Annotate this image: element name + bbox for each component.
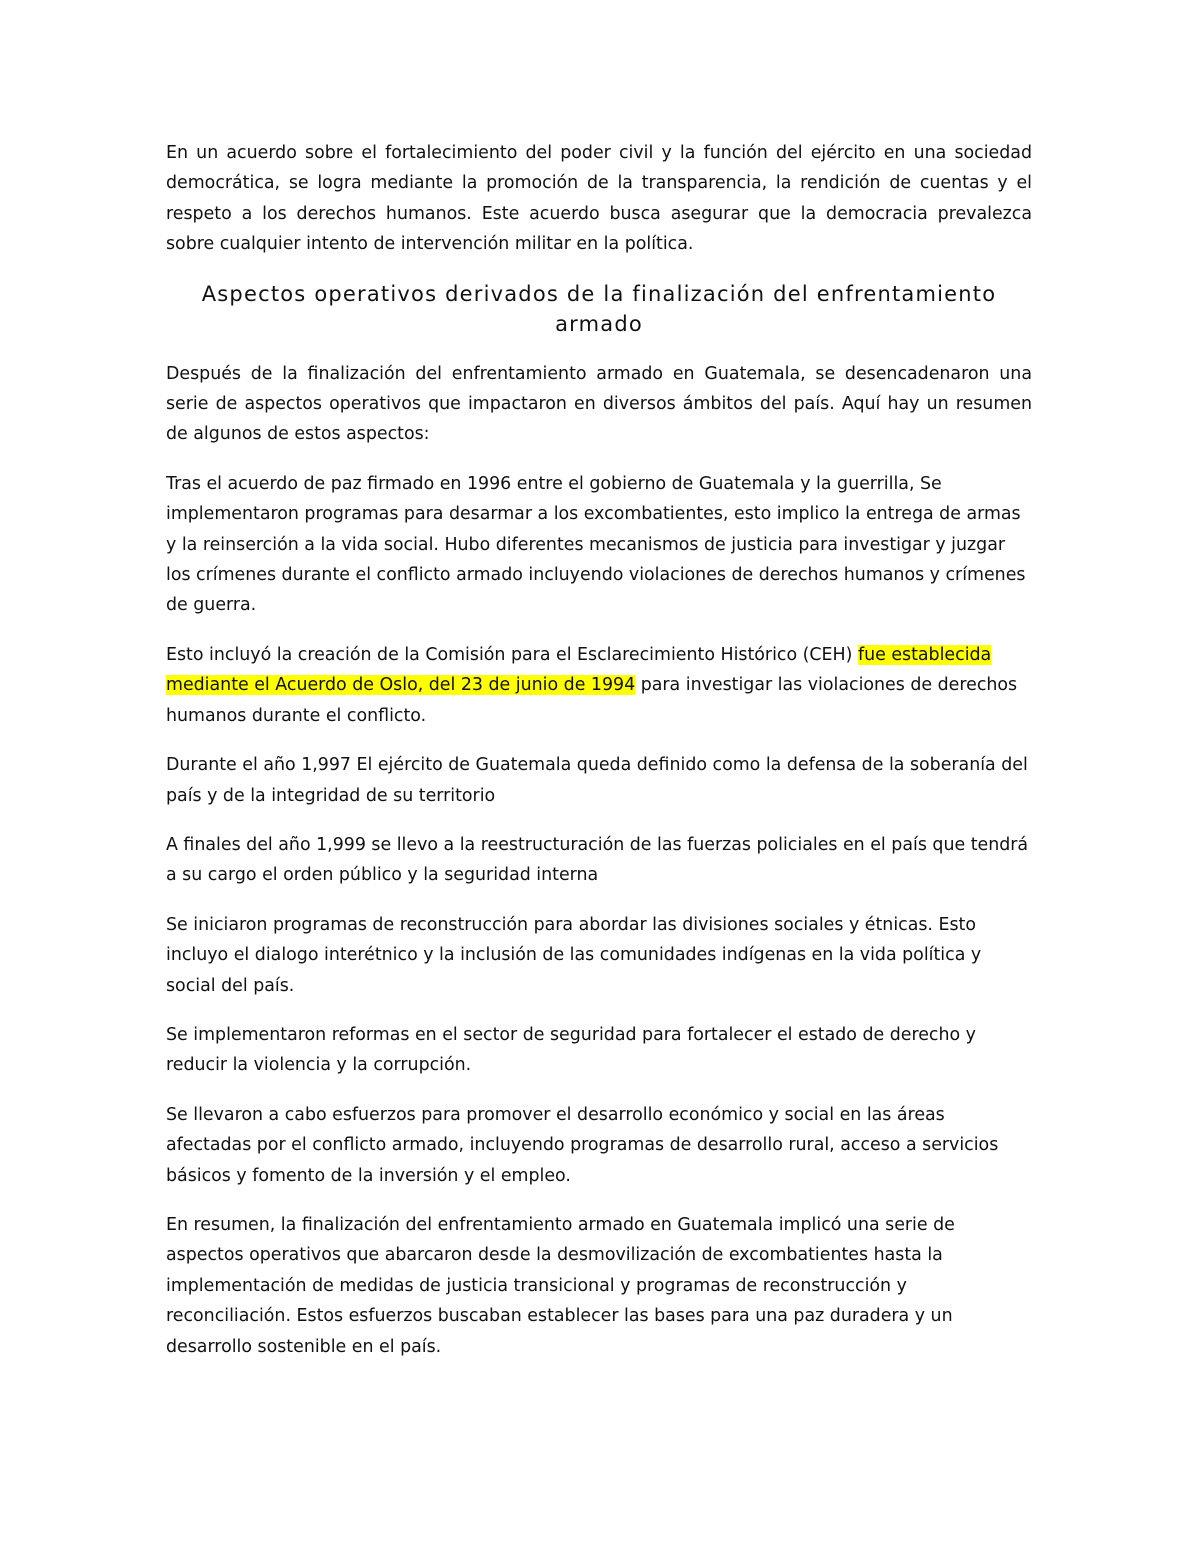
paragraph-economic-development: Se llevaron a cabo esfuerzos para promover el desarrollo económico y social en las áreas afectadas por el conflicto armado, incluyendo programas de desarrollo rural, acceso a servicios básicos y fomento de la inversión y el empleo.: [166, 1104, 999, 1186]
ceh-text-before: Esto incluyó la creación de la Comisión para el Esclarecimiento Histórico (CEH): [166, 644, 858, 665]
highlighted-text: fue establecida mediante el Acuerdo de Oslo, del 23 de junio de 1994: [166, 644, 992, 696]
paragraph-army-1997: Durante el año 1,997 El ejército de Guatemala queda definido como la defensa de la soberanía del país y de la integridad de su territorio: [166, 755, 1028, 806]
paragraph-security-reforms: Se implementaron reformas en el sector de seguridad para fortalecer el estado de derecho y reducir la violencia y la corrupción.: [166, 1024, 976, 1076]
paragraph-ceh: [166, 640, 1032, 731]
intro-paragraph: En un acuerdo sobre el fortalecimiento del poder civil y la función del ejército en una sociedad democrática, se logra mediante la promoción de la transparencia, la rendición de cuentas y el respeto a los derechos humanos. Este acuerdo busca asegurar que la democracia prevalezca sobre cualquier intento de intervención militar en la política.: [166, 143, 1032, 255]
paragraph-peace-accord: Tras el acuerdo de paz firmado en 1996 entre el gobierno de Guatemala y la guerrilla, Se implementaron programas para desarmar a los excombatientes, esto implico la entrega de armas y la reinserción a la vida social. Hubo diferentes mecanismos de justicia para investigar y juzgar los crímenes durante el conflicto armado incluyendo violaciones de derechos humanos y crímenes de guerra.: [166, 473, 1026, 616]
paragraph-summary-intro: Después de la finalización del enfrentamiento armado en Guatemala, se desencadenaron una serie de aspectos operativos que impactaron en diversos ámbitos del país. Aquí hay un resumen de algunos de estos aspectos:: [166, 363, 1032, 445]
paragraph-conclusion: En resumen, la finalización del enfrentamiento armado en Guatemala implicó una serie de aspectos operativos que abarcaron desde la desmovilización de excombatientes hasta la implementación de medidas de justicia transicional y programas de reconstrucción y reconciliación. Estos esfuerzos buscaban establecer las bases para una paz duradera y un desarrollo sostenible en el país.: [166, 1214, 955, 1357]
section-heading: Aspectos operativos derivados de la finalización del enfrentamiento armado: [201, 281, 997, 336]
paragraph-reconstruction: Se iniciaron programas de reconstrucción para abordar las divisiones sociales y étnicas. Esto incluyo el dialogo interétnico y la inclusión de las comunidades indígenas en la vida política y social del país.: [166, 914, 982, 996]
document-page: [166, 138, 1032, 1381]
paragraph-police-1999: A finales del año 1,999 se llevo a la reestructuración de las fuerzas policiales en el país que tendrá a su cargo el orden público y la seguridad interna: [166, 834, 1029, 886]
ceh-text-after: para investigar las violaciones de derechos humanos durante el conflicto.: [166, 675, 1018, 726]
